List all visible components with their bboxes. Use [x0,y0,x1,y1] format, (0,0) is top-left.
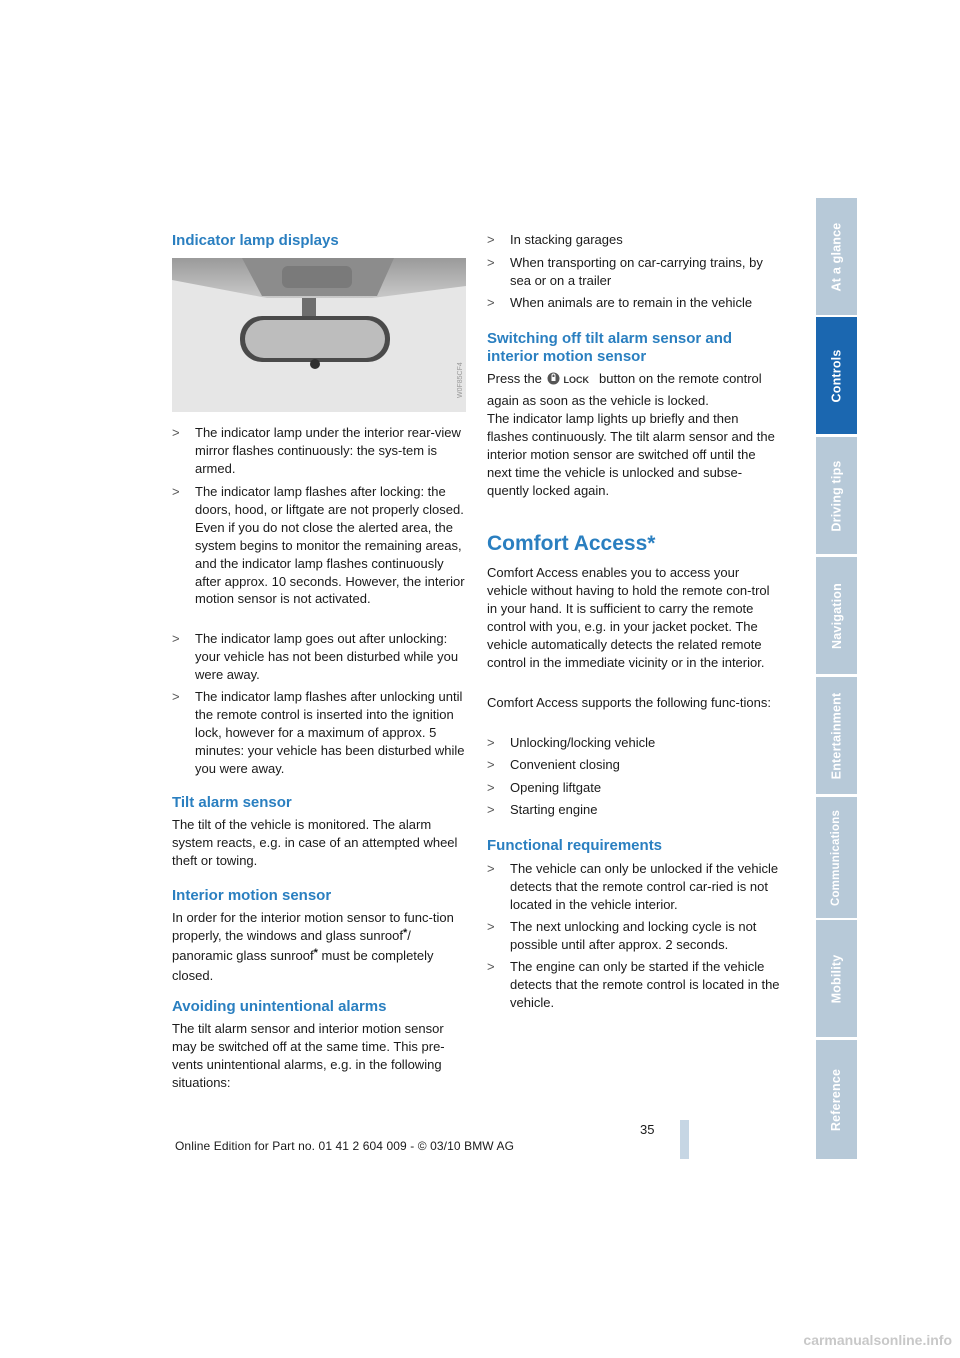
heading-avoiding-unintentional-alarms: Avoiding unintentional alarms [172,998,387,1015]
list-item: > Opening liftgate [487,780,602,795]
heading-tilt-alarm-sensor: Tilt alarm sensor [172,794,292,811]
lock-button-icon: LOCK [547,372,627,392]
list-item: > The indicator lamp flashes after unlocking until the remote control is inserted into the ignition lock, however for a maximum of approx. 5 minutes: your vehicle has been disturbed while you were away. [172,689,465,776]
tilt-alarm-text: The tilt of the vehicle is monitored. The alarm system reacts, e.g. in case of an attempted wheel theft or towing. [172,817,458,868]
list-item: > Starting engine [487,802,598,817]
tab-reference[interactable]: Reference [816,1040,857,1159]
page-number: 35 [640,1122,655,1137]
comfort-access-text: Comfort Access enables you to access your vehicle without having to hold the remote con-trol in your hand. It is sufficient to carry the remote control with you, e.g. in your jacket pocket. The vehicle automatically detects the related remote control in the immediate vicinity or in the interior. [487,565,770,670]
heading-indicator-lamp-displays: Indicator lamp displays [172,232,339,249]
heading-switching-off-sensors: Switching off tilt alarm sensor and interior motion sensor [487,330,733,365]
avoid-alarms-text: The tilt alarm sensor and interior motion sensor may be switched off at the same time. This pre-vents unintentional alarms, e.g. in the following situations: [172,1021,445,1090]
list-item: > Convenient closing [487,757,620,772]
tab-communications[interactable]: Communications [816,797,857,918]
tab-navigation[interactable]: Navigation [816,557,857,674]
list-item: > Unlocking/locking vehicle [487,735,656,750]
tab-mobility[interactable]: Mobility [816,920,857,1037]
list-item: > In stacking garages [487,232,623,247]
tab-controls[interactable]: Controls [816,317,857,434]
page-marker-bar [680,1120,689,1159]
tab-entertainment[interactable]: Entertainment [816,677,857,794]
watermark: carmanualsonline.info [803,1332,952,1348]
switch-off-text: The indicator lamp lights up briefly and then flashes continuously. The tilt alarm sensor and the interior motion sensor are switched off until the next time the vehicle is unlocked and subse-quently locked again. [487,411,775,498]
list-item: > The engine can only be started if the vehicle detects that the remote control is located in the vehicle. [487,959,780,1010]
tab-driving-tips[interactable]: Driving tips [816,437,857,554]
heading-comfort-access: Comfort Access* [487,532,656,555]
list-item: > The next unlocking and locking cycle is not possible until after approx. 2 seconds. [487,919,757,952]
list-item: > When animals are to remain in the vehicle [487,295,753,310]
list-item: > The indicator lamp under the interior rear-view mirror flashes continuously: the sys-tem is armed. [172,425,461,476]
interior-motion-text: In order for the interior motion sensor to func-tion properly, the windows and glass sunroof*/ panoramic glass sunroof* must be completely closed. [172,910,454,983]
heading-interior-motion-sensor: Interior motion sensor [172,887,332,904]
rearview-mirror-photo [172,258,466,412]
tab-at-a-glance[interactable]: At a glance [816,198,857,315]
press-lock-text: Press the LOCK button on the remote control again as soon as the vehicle is locked. [487,371,762,408]
footer-edition: Online Edition for Part no. 01 41 2 604 009 - © 03/10 BMW AG [175,1139,515,1153]
list-item: > The indicator lamp goes out after unlocking: your vehicle has not been disturbed while you were away. [172,631,459,682]
photo-code: W0F85CF4 [457,362,464,398]
heading-functional-requirements: Functional requirements [487,837,663,854]
list-item: > The indicator lamp flashes after locking: the doors, hood, or liftgate are not properly closed. Even if you do not close the alerted area, the system begins to monitor the remaining areas, and the indicator lamp flashes continuously after approx. 10 seconds. However, the interior motion sensor is not activated. [172,484,465,607]
comfort-functions-text: Comfort Access supports the following func-tions: [487,695,771,710]
list-item: > The vehicle can only be unlocked if the vehicle detects that the remote control car-ried is not located in the vehicle interior. [487,861,779,912]
list-item: > When transporting on car-carrying trains, by sea or on a trailer [487,255,763,288]
